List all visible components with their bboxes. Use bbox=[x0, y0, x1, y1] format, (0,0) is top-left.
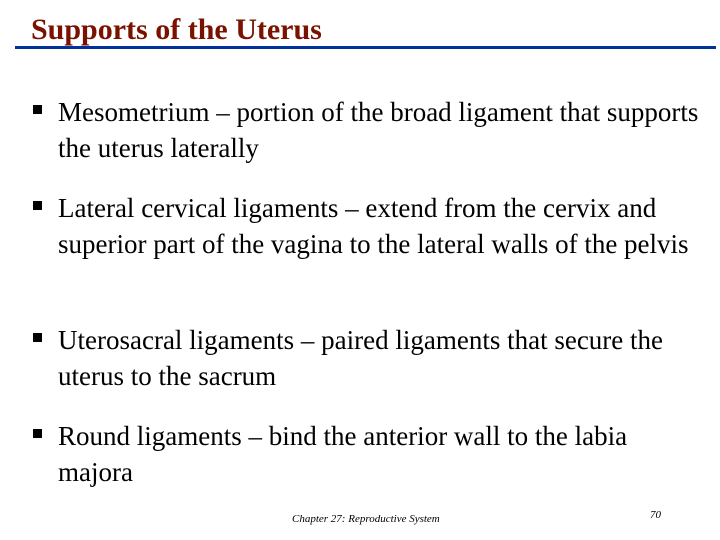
bullet-text: Round ligaments – bind the anterior wall to the labia majora bbox=[58, 421, 628, 487]
square-bullet-icon bbox=[33, 429, 42, 438]
footer-chapter: Chapter 27: Reproductive System bbox=[292, 513, 440, 525]
square-bullet-icon bbox=[33, 201, 42, 210]
bullet-text: Lateral cervical ligaments – extend from the cervix and superior part of the vagina to the lateral walls of the pelvis bbox=[58, 193, 689, 259]
square-bullet-icon bbox=[33, 333, 42, 342]
page-number: 70 bbox=[650, 509, 661, 521]
bullet-text: Uterosacral ligaments – paired ligaments that secure the uterus to the sacrum bbox=[58, 325, 664, 391]
slide-title: Supports of the Uterus bbox=[31, 13, 322, 46]
bullet-text: Mesometrium – portion of the broad ligament that supports the uterus laterally bbox=[58, 97, 699, 163]
title-underline bbox=[15, 46, 716, 49]
square-bullet-icon bbox=[33, 105, 42, 114]
